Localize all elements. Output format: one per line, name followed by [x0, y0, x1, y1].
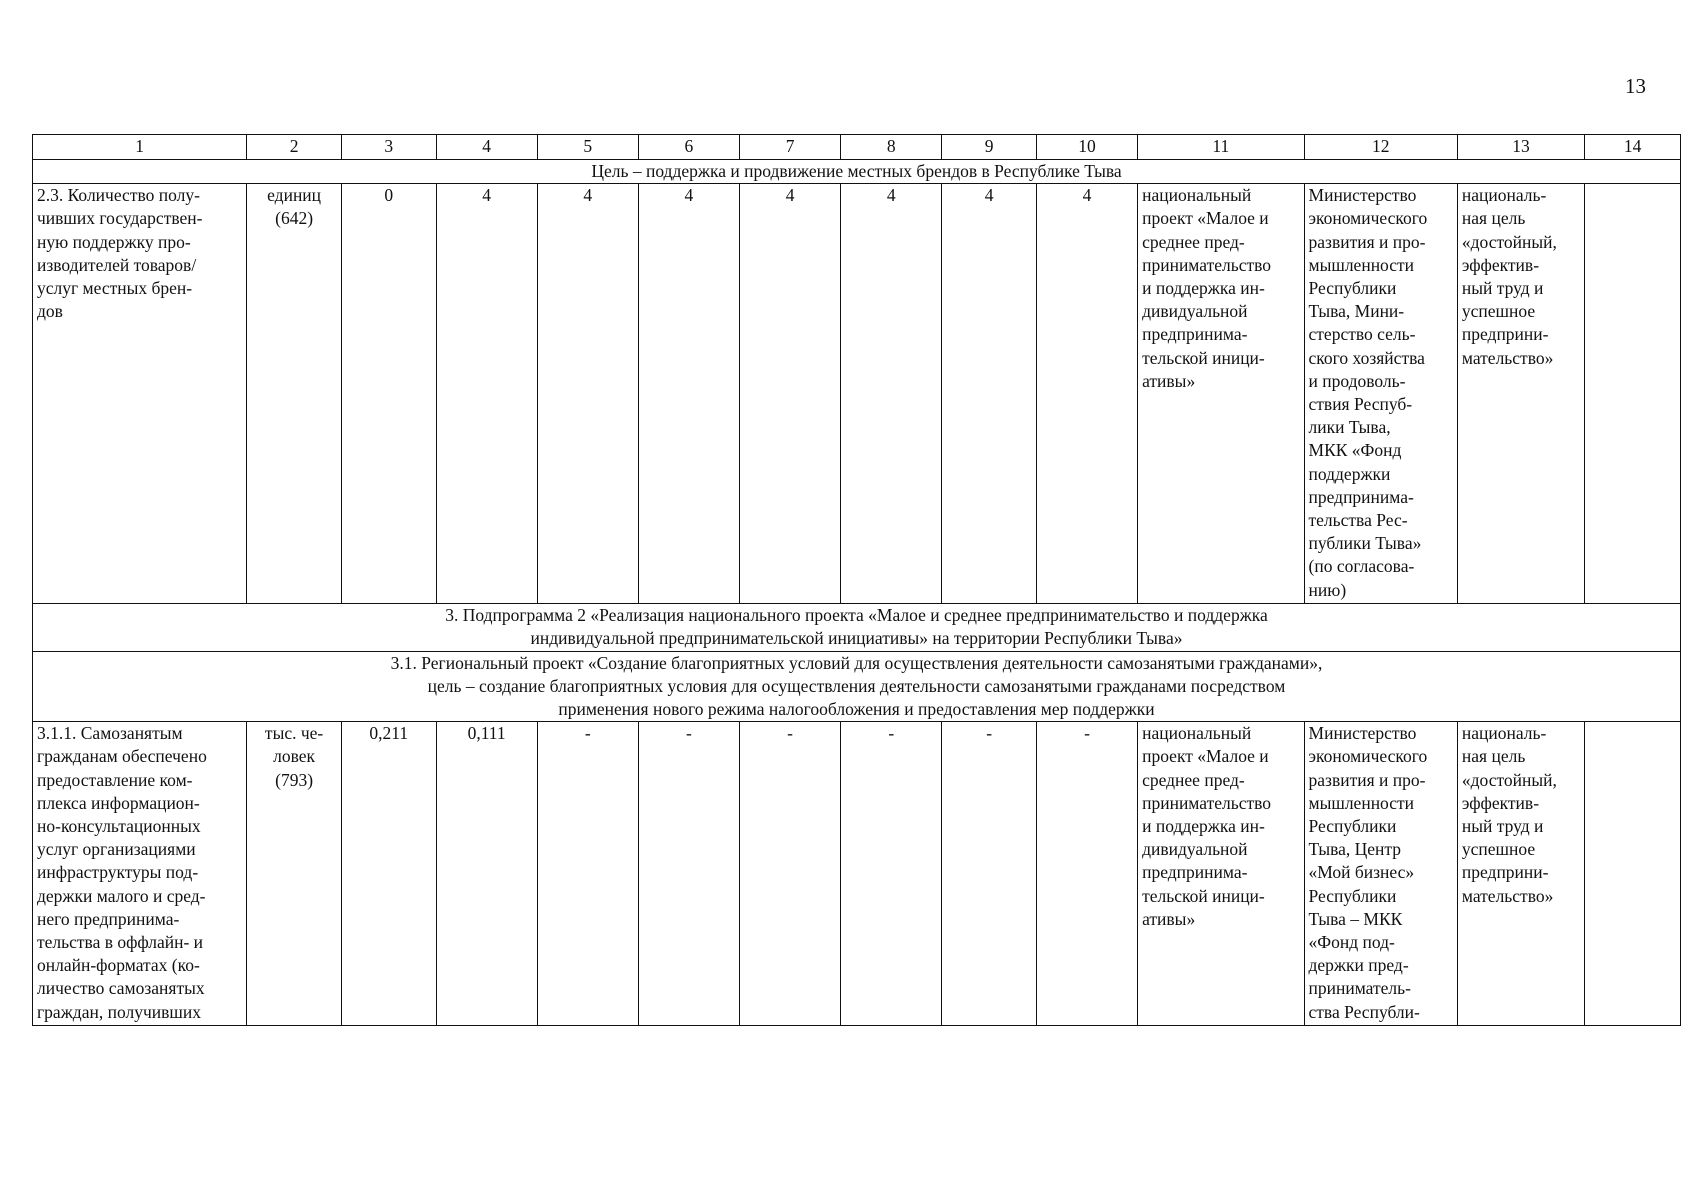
column-number: 3	[341, 135, 436, 160]
column-number: 4	[436, 135, 537, 160]
indicator-cell: 3.1.1. Самозанятым гражданам обеспечено предоставление ком- плекса информацион- но-консультационных услуг организациями инфраструктуры под- держки малого и сред- него предпринима- тельства в оффлайн- и онлайн-форматах (ко- личество самозанятых граждан, получивших	[33, 722, 247, 1026]
column-number: 10	[1036, 135, 1137, 160]
column-number: 11	[1138, 135, 1304, 160]
project-cell: национальный проект «Малое и среднее пред- принимательство и поддержка ин- дивидуальной предпринима- тельской иници- ативы»	[1138, 184, 1304, 604]
project-cell: национальный проект «Малое и среднее пред- принимательство и поддержка ин- дивидуальной предпринима- тельской иници- ативы»	[1138, 722, 1304, 1026]
column-number: 8	[841, 135, 942, 160]
unit-cell: тыс. че- ловек (793)	[247, 722, 342, 1026]
column-number: 12	[1304, 135, 1457, 160]
column-number: 7	[740, 135, 841, 160]
value-cell: -	[740, 722, 841, 1026]
indicator-cell: 2.3. Количество полу- чивших государствен- ную поддержку про- изводителей товаров/ услуг местных брен- дов	[33, 184, 247, 604]
value-cell: 0	[341, 184, 436, 604]
value-cell: 4	[841, 184, 942, 604]
value-cell: 4	[942, 184, 1037, 604]
value-cell: 0,111	[436, 722, 537, 1026]
unit-cell: единиц (642)	[247, 184, 342, 604]
value-cell: -	[841, 722, 942, 1026]
national-goal-cell: националь- ная цель «достойный, эффектив- ный труд и успешное предприни- мательство»	[1457, 722, 1584, 1026]
column-number: 5	[537, 135, 638, 160]
value-cell: 4	[537, 184, 638, 604]
page-number: 13	[1625, 74, 1646, 98]
column-number: 1	[33, 135, 247, 160]
column-number: 13	[1457, 135, 1584, 160]
column-number: 14	[1585, 135, 1681, 160]
value-cell: -	[1036, 722, 1137, 1026]
responsible-cell: Министерство экономического развития и про- мышленности Республики Тыва, Мини- стерство сель- ского хозяйства и продоволь- ствия Респуб- лики Тыва, МКК «Фонд поддержки предпринима- тельства Рес- публики Тыва» (по согласова- нию)	[1304, 184, 1457, 604]
table-row	[33, 722, 1681, 1026]
subprogram-heading: 3. Подпрограмма 2 «Реализация национального проекта «Малое и среднее предпринимательство и поддержка индивидуальной предпринимательской инициативы» на территории Республики Тыва»	[33, 604, 1681, 651]
value-cell: 4	[1036, 184, 1137, 604]
table-row	[33, 184, 1681, 604]
value-cell: -	[638, 722, 739, 1026]
responsible-cell: Министерство экономического развития и про- мышленности Республики Тыва, Центр «Мой бизнес» Республики Тыва – МКК «Фонд под- держки пред- приниматель- ства Республи-	[1304, 722, 1457, 1026]
indicators-table	[32, 134, 1681, 1026]
value-cell: -	[537, 722, 638, 1026]
value-cell: 4	[740, 184, 841, 604]
regional-project-heading: 3.1. Региональный проект «Создание благоприятных условий для осуществления деятельности самозанятыми гражданами», цель – создание благоприятных условия для осуществления деятельности самозанятыми гражданами посредством применения нового режима налогообложения и предоставления мер поддержки	[33, 651, 1681, 722]
goal-section-row	[33, 160, 1681, 184]
column-number-row	[33, 135, 1681, 160]
column-number: 9	[942, 135, 1037, 160]
empty-cell	[1585, 722, 1681, 1026]
value-cell: 4	[436, 184, 537, 604]
column-number: 6	[638, 135, 739, 160]
national-goal-cell: националь- ная цель «достойный, эффектив- ный труд и успешное предприни- мательство»	[1457, 184, 1584, 604]
value-cell: 4	[638, 184, 739, 604]
regional-project-section-row	[33, 651, 1681, 722]
subprogram-section-row	[33, 604, 1681, 651]
empty-cell	[1585, 184, 1681, 604]
column-number: 2	[247, 135, 342, 160]
value-cell: -	[942, 722, 1037, 1026]
value-cell: 0,211	[341, 722, 436, 1026]
goal-heading: Цель – поддержка и продвижение местных брендов в Республике Тыва	[33, 160, 1681, 184]
